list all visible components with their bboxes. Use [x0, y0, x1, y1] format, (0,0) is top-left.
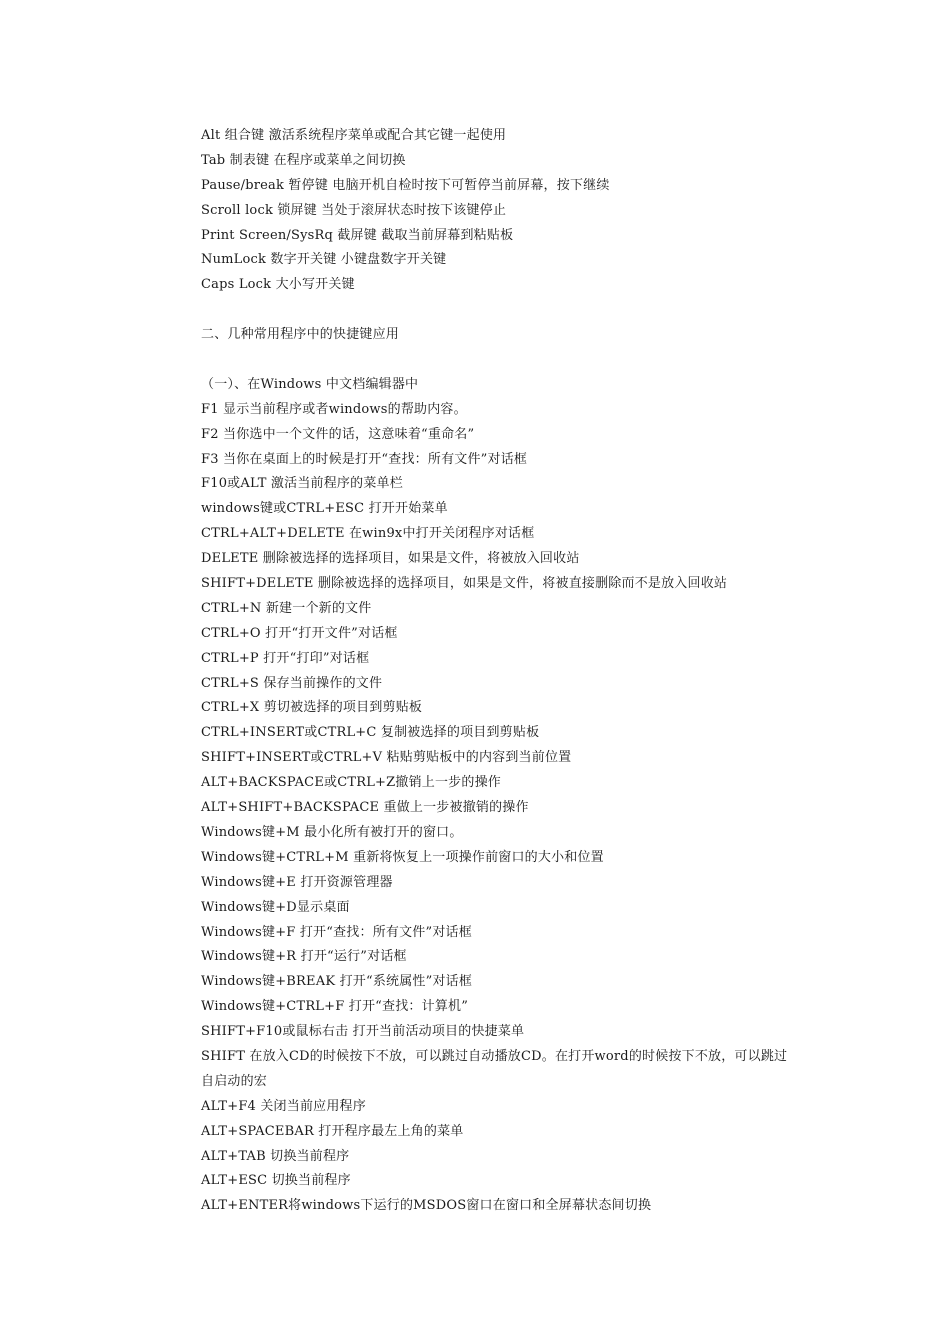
key-line-print-screen: Print Screen/SysRq 截屏键 截取当前屏幕到粘贴板	[201, 227, 514, 243]
key-description-list	[201, 124, 821, 298]
shortcut-line: CTRL+O 打开“打开文件”对话框	[201, 625, 398, 641]
subsection-heading: （一）、在Windows 中文档编辑器中	[201, 376, 419, 392]
key-line-pause: Pause/break 暂停键 电脑开机自检时按下可暂停当前屏幕，按下继续	[201, 177, 610, 193]
key-line-caps-lock: Caps Lock 大小写开关键	[201, 277, 355, 293]
shortcut-line-shift: SHIFT 在放入CD的时候按下不放，可以跳过自动播放CD。在打开word的时候按下不放，可以跳过	[201, 1048, 788, 1064]
shortcut-line: Windows键+M 最小化所有被打开的窗口。	[201, 824, 463, 840]
shortcut-line: Windows键+F 打开“查找：所有文件”对话框	[201, 924, 472, 940]
document-body	[201, 124, 821, 1219]
shortcut-line: CTRL+P 打开“打印”对话框	[201, 650, 370, 666]
shortcut-line: Windows键+D显示桌面	[201, 899, 350, 915]
key-line-alt: Alt 组合键 激活系统程序菜单或配合其它键一起使用	[201, 128, 507, 143]
shortcut-line: ALT+SPACEBAR 打开程序最左上角的菜单	[201, 1123, 464, 1139]
shortcut-line: ALT+ENTER将windows下运行的MSDOS窗口在窗口和全屏幕状态间切换	[201, 1198, 652, 1214]
shortcut-line: F3 当你在桌面上的时候是打开“查找：所有文件”对话框	[201, 451, 528, 467]
shortcut-line: Windows键+CTRL+M 重新将恢复上一项操作前窗口的大小和位置	[201, 849, 604, 865]
shortcut-line: ALT+BACKSPACE或CTRL+Z撤销上一步的操作	[201, 775, 501, 791]
key-line-scroll-lock: Scroll lock 锁屏键 当处于滚屏状态时按下该键停止	[201, 202, 507, 218]
shortcut-line: CTRL+INSERT或CTRL+C 复制被选择的项目到剪贴板	[201, 725, 540, 741]
shortcut-line: CTRL+X 剪切被选择的项目到剪贴板	[201, 700, 423, 716]
shortcut-line: SHIFT+F10或鼠标右击 打开当前活动项目的快捷菜单	[201, 1024, 525, 1040]
shortcut-line: DELETE 删除被选择的选择项目，如果是文件，将被放入回收站	[201, 551, 580, 567]
spacer	[201, 348, 821, 373]
shortcut-line: CTRL+S 保存当前操作的文件	[201, 675, 383, 691]
section-heading: 二、几种常用程序中的快捷键应用	[201, 327, 400, 343]
shortcut-line: Windows键+CTRL+F 打开“查找：计算机”	[201, 999, 469, 1015]
shortcut-line: CTRL+ALT+DELETE 在win9x中打开关闭程序对话框	[201, 526, 535, 542]
shortcut-line: ALT+ESC 切换当前程序	[201, 1173, 351, 1189]
shortcut-line: SHIFT+DELETE 删除被选择的选择项目，如果是文件，将被直接删除而不是放入回收站	[201, 576, 728, 592]
key-line-tab: Tab 制表键 在程序或菜单之间切换	[201, 152, 406, 168]
shortcut-line: windows键或CTRL+ESC 打开开始菜单	[201, 501, 448, 517]
spacer	[201, 298, 821, 323]
shortcut-line-shift-continued: 自启动的宏	[201, 1073, 268, 1089]
shortcut-line: F10或ALT 激活当前程序的菜单栏	[201, 476, 403, 492]
shortcut-line: ALT+SHIFT+BACKSPACE 重做上一步被撤销的操作	[201, 800, 529, 816]
shortcut-line: Windows键+BREAK 打开“系统属性”对话框	[201, 974, 473, 990]
shortcut-line: ALT+F4 关闭当前应用程序	[201, 1098, 366, 1114]
shortcut-line: ALT+TAB 切换当前程序	[201, 1148, 350, 1164]
shortcut-line: Windows键+E 打开资源管理器	[201, 874, 393, 890]
shortcut-line: Windows键+R 打开“运行”对话框	[201, 949, 407, 965]
shortcut-line: SHIFT+INSERT或CTRL+V 粘贴剪贴板中的内容到当前位置	[201, 750, 572, 766]
shortcut-line: CTRL+N 新建一个新的文件	[201, 600, 372, 616]
shortcut-list	[201, 398, 821, 1219]
shortcut-line: F1 显示当前程序或者windows的帮助内容。	[201, 401, 467, 417]
key-line-numlock: NumLock 数字开关键 小键盘数字开关键	[201, 252, 447, 268]
shortcut-line: F2 当你选中一个文件的话，这意味着“重命名”	[201, 426, 475, 442]
